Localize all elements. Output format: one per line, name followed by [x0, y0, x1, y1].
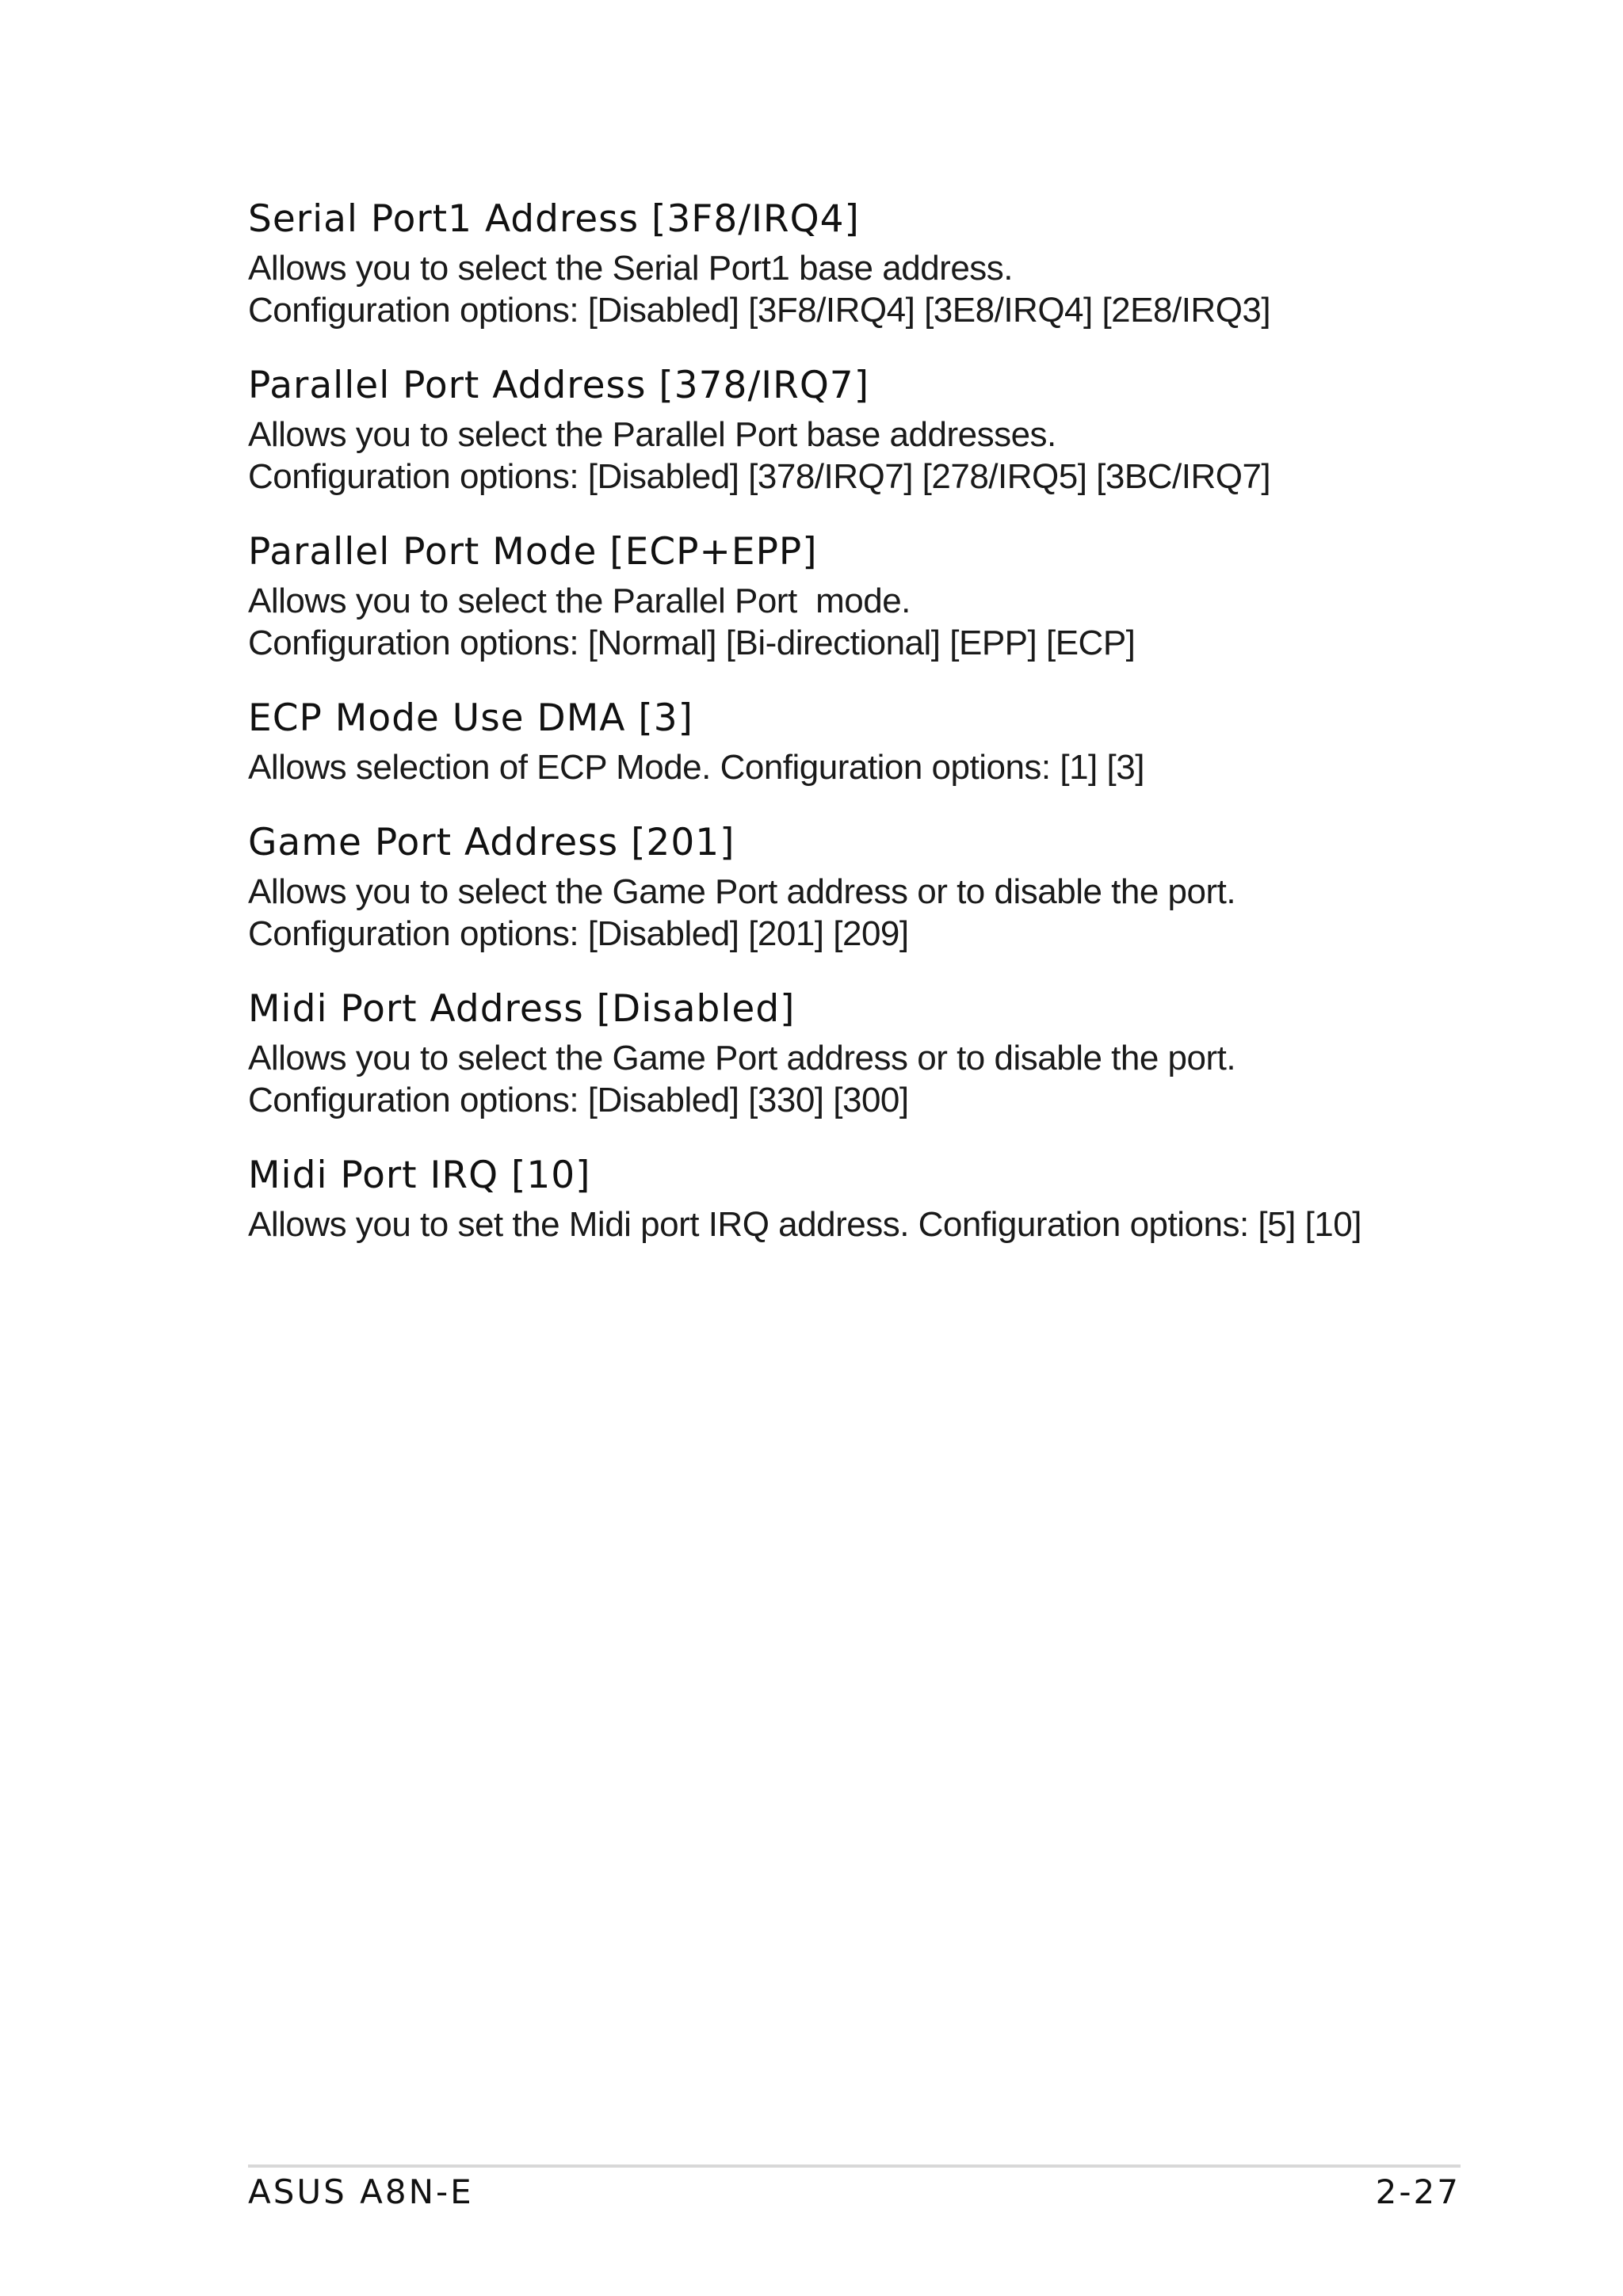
section-options: Configuration options: [Disabled] [330] [300]	[248, 1081, 909, 1119]
section-heading: Serial Port1 Address [3F8/IRQ4]	[248, 197, 860, 241]
section-heading: ECP Mode Use DMA [3]	[248, 696, 693, 740]
section-parallel-port-mode	[248, 529, 1461, 664]
section-description: Allows you to select the Serial Port1 base address.	[248, 249, 1014, 288]
section-heading: Game Port Address [201]	[248, 821, 735, 864]
footer-product-name: ASUS A8N-E	[248, 2172, 474, 2211]
page-footer	[248, 2172, 1461, 2220]
section-options: Configuration options: [Disabled] [201] [209]	[248, 914, 909, 953]
section-description: Allows selection of ECP Mode. Configuration options: [1] [3]	[248, 748, 1144, 787]
section-options: Configuration options: [Disabled] [378/IRQ7] [278/IRQ5] [3BC/IRQ7]	[248, 457, 1271, 496]
section-ecp-mode-use-dma	[248, 696, 1461, 788]
section-serial-port1-address	[248, 196, 1461, 331]
section-midi-port-irq	[248, 1153, 1461, 1245]
section-midi-port-address	[248, 986, 1461, 1121]
section-heading: Midi Port Address [Disabled]	[248, 987, 796, 1031]
section-description: Allows you to select the Parallel Port base addresses.	[248, 415, 1056, 454]
section-heading: Midi Port IRQ [10]	[248, 1154, 591, 1197]
section-heading: Parallel Port Mode [ECP+EPP]	[248, 530, 818, 574]
section-game-port-address	[248, 820, 1461, 955]
section-description: Allows you to select the Parallel Port mode.	[248, 582, 911, 620]
section-options: Configuration options: [Disabled] [3F8/IRQ4] [3E8/IRQ4] [2E8/IRQ3]	[248, 291, 1271, 330]
section-description: Allows you to set the Midi port IRQ address. Configuration options: [5] [10]	[248, 1205, 1361, 1244]
section-heading: Parallel Port Address [378/IRQ7]	[248, 364, 870, 407]
section-description: Allows you to select the Game Port address or to disable the port.	[248, 872, 1236, 911]
section-options: Configuration options: [Normal] [Bi-directional] [EPP] [ECP]	[248, 624, 1136, 662]
section-description: Allows you to select the Game Port address or to disable the port.	[248, 1039, 1236, 1077]
manual-page-content	[248, 196, 1461, 1277]
section-parallel-port-address	[248, 363, 1461, 498]
footer-divider	[248, 2164, 1461, 2168]
footer-page-number: 2-27	[1375, 2172, 1461, 2211]
